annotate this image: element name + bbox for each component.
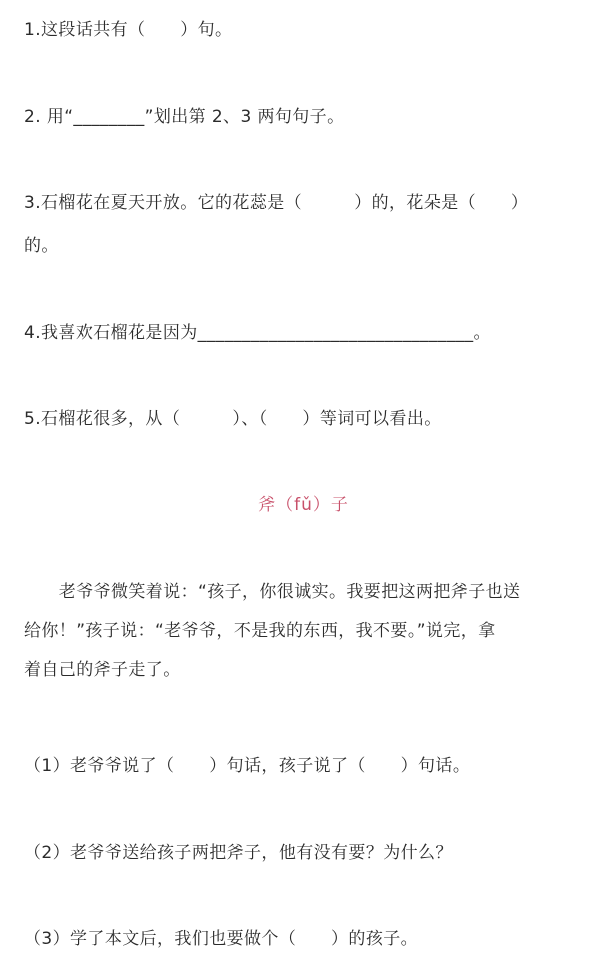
question-3-line-2: 的。: [24, 236, 59, 256]
passage-line: 老爷爷微笑着说：“孩子，你很诚实。我要把这两把斧子也送: [24, 582, 521, 602]
sub-question-1: （1）老爷爷说了（ ）句话，孩子说了（ ）句话。: [24, 756, 471, 776]
passage-line: 着自己的斧子走了。: [24, 660, 181, 680]
question-5: 5.石榴花很多，从（ ）、（ ）等词可以看出。: [24, 409, 442, 429]
section-title: 斧（fǔ）子: [258, 495, 349, 515]
question-2: 2. 用“________”划出第 2、3 两句句子。: [24, 107, 345, 127]
sub-question-2: （2）老爷爷送给孩子两把斧子，他有没有要？为什么？: [24, 843, 453, 863]
question-3-line-1: 3.石榴花在夏天开放。它的花蕊是（ ）的，花朵是（ ）: [24, 193, 529, 213]
sub-question-3: （3）学了本文后，我们也要做个（ ）的孩子。: [24, 929, 419, 949]
question-4: 4.我喜欢石榴花是因为_______________________________。: [24, 323, 491, 343]
passage-line: 给你！”孩子说：“老爷爷，不是我的东西，我不要。”说完，拿: [24, 621, 496, 641]
passage: [24, 580, 590, 697]
question-1: 1.这段话共有（ ）句。: [24, 20, 233, 40]
